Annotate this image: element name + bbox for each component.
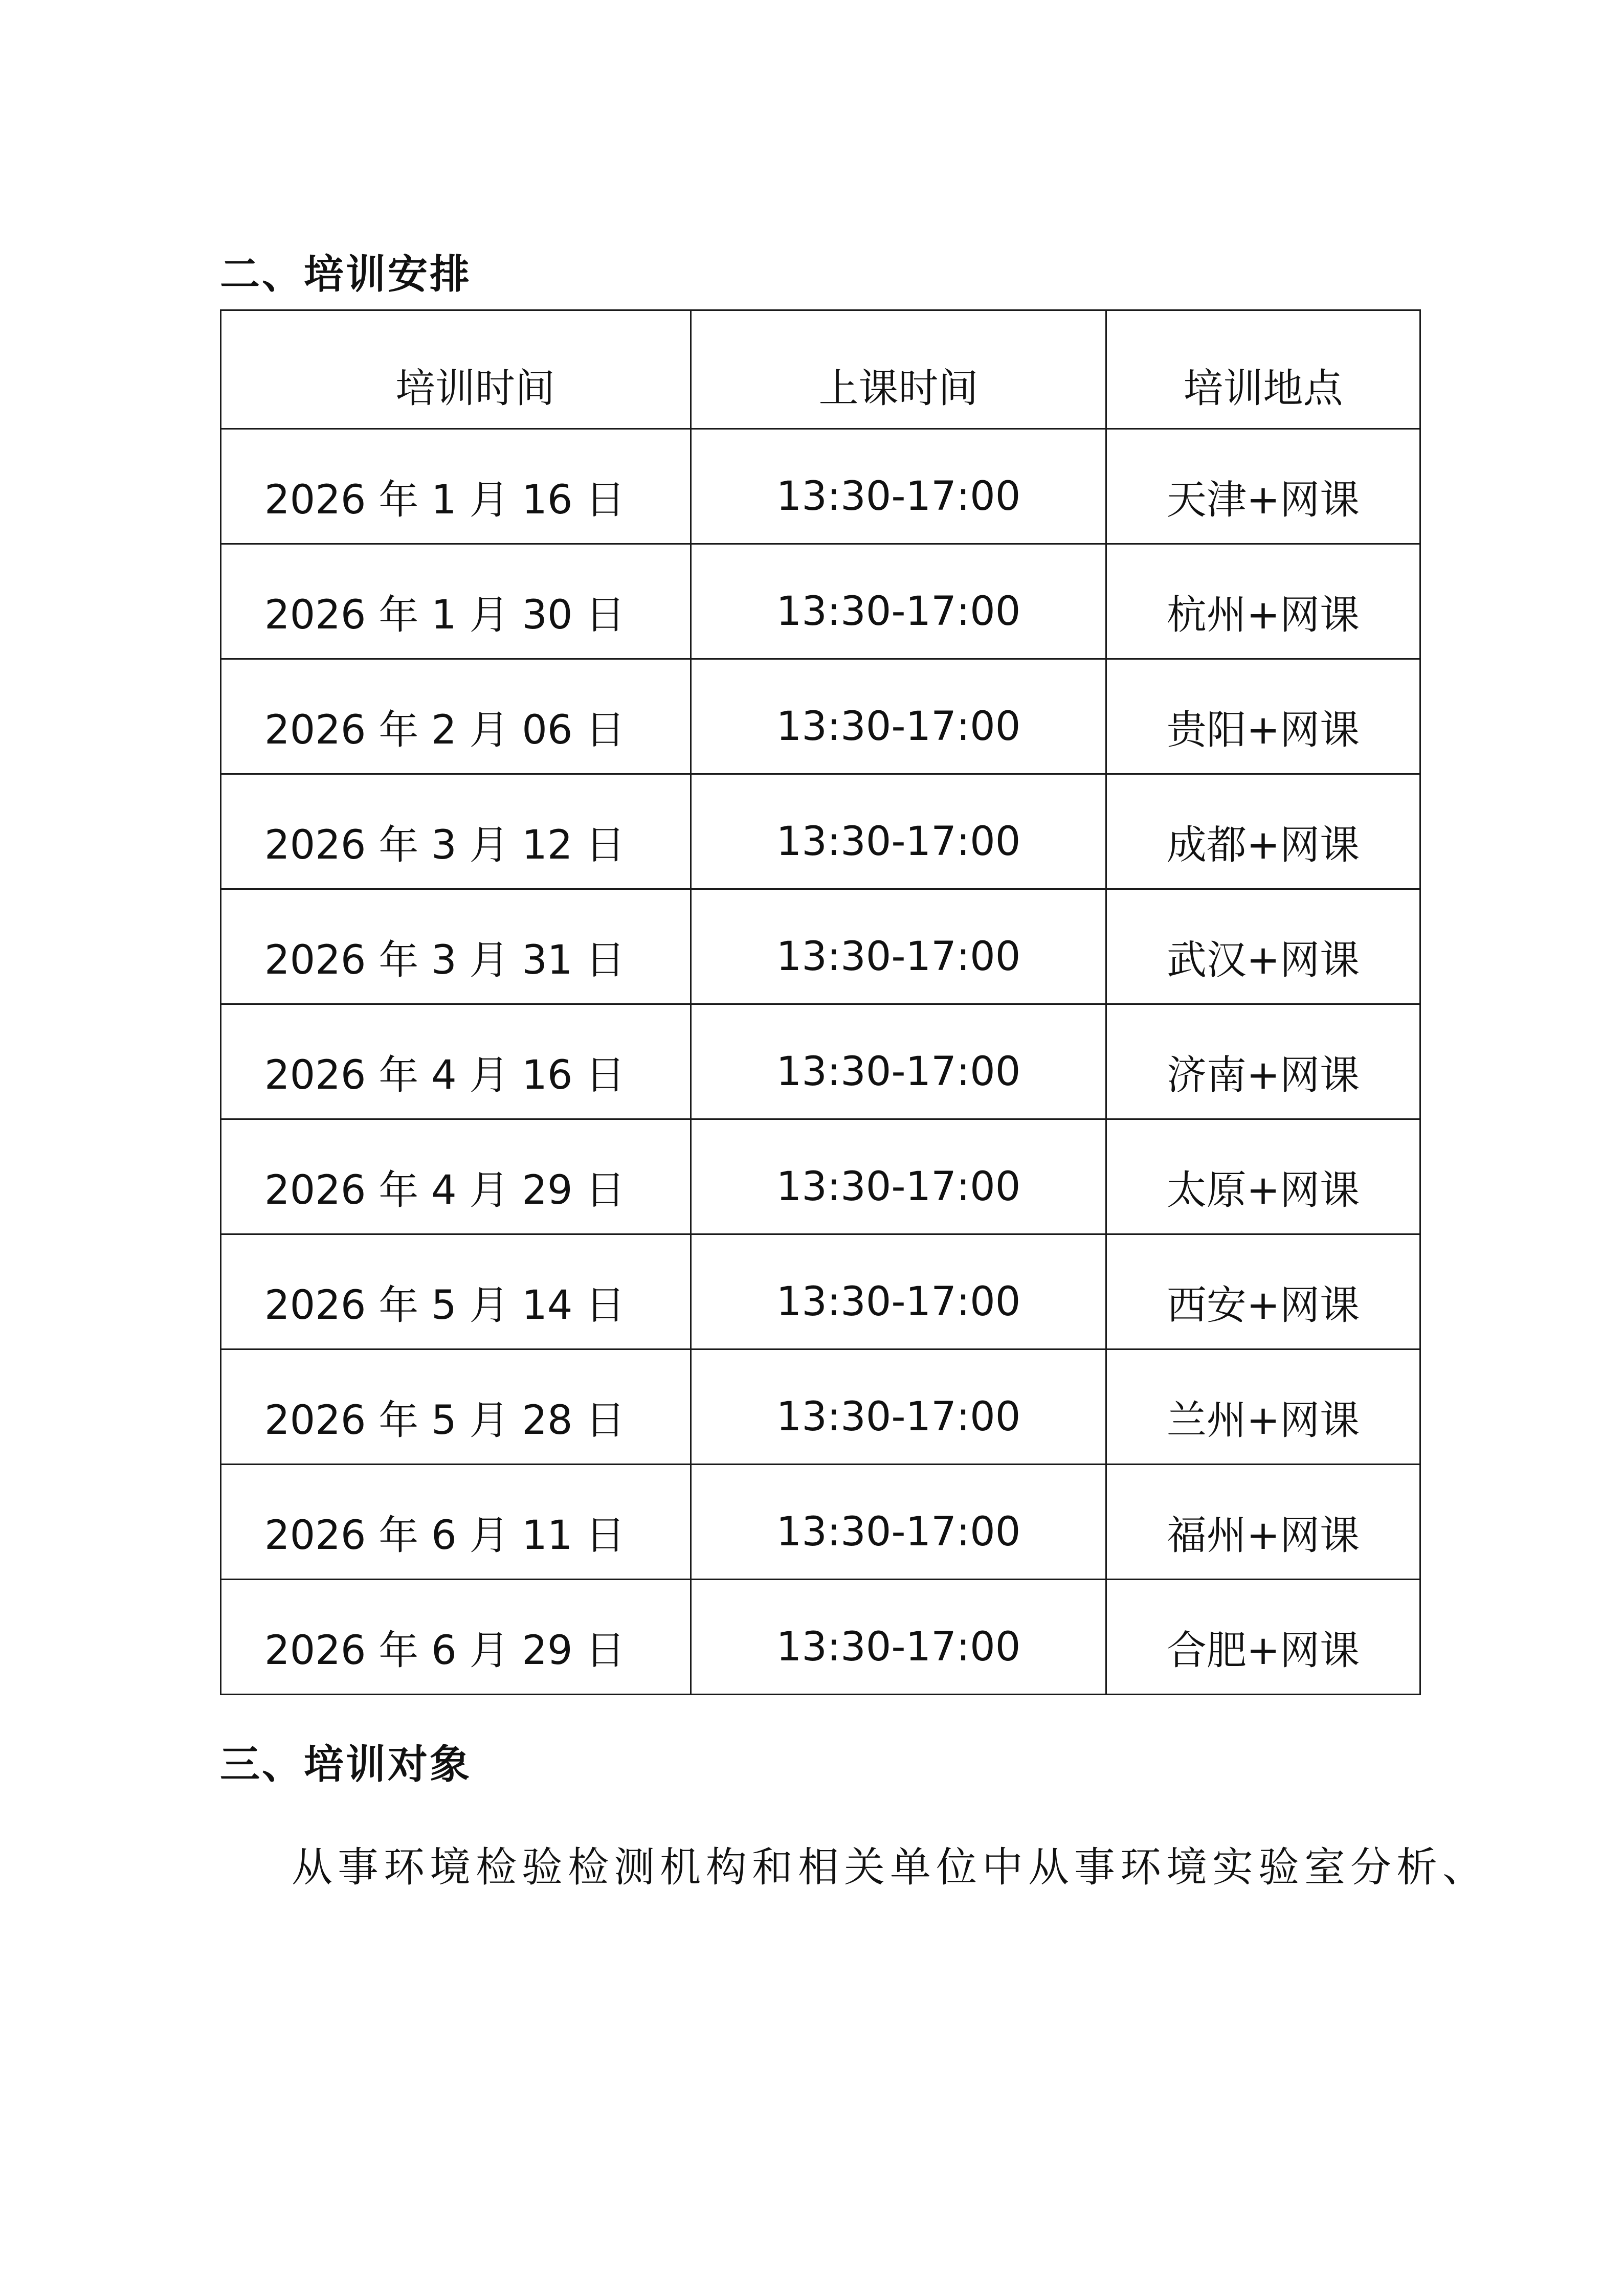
training-schedule-table [220,309,1421,1695]
cell-training-date: 2026 年 4 月 29 日 [221,1119,691,1234]
cell-class-time: 13:30-17:00 [691,1580,1106,1695]
cell-class-time: 13:30-17:00 [691,1465,1106,1580]
cell-training-location: 武汉+网课 [1106,889,1420,1004]
cell-training-location: 太原+网课 [1106,1119,1420,1234]
cell-class-time: 13:30-17:00 [691,544,1106,659]
table-row [221,1234,1420,1349]
audience-paragraph: 从事环境检验检测机构和相关单位中从事环境实验室分析、 [292,1843,1488,1891]
table-row [221,1119,1420,1234]
cell-training-location: 合肥+网课 [1106,1580,1420,1695]
cell-class-time: 13:30-17:00 [691,889,1106,1004]
header-training-date: 培训时间 [221,310,691,429]
table-body [221,429,1420,1695]
table-row [221,1004,1420,1119]
table-row [221,1465,1420,1580]
table-header [221,310,1420,429]
table-row [221,774,1420,889]
cell-training-location: 贵阳+网课 [1106,659,1420,774]
cell-class-time: 13:30-17:00 [691,429,1106,544]
header-training-location: 培训地点 [1106,310,1420,429]
header-row [221,310,1420,429]
cell-training-location: 福州+网课 [1106,1465,1420,1580]
cell-training-date: 2026 年 4 月 16 日 [221,1004,691,1119]
cell-class-time: 13:30-17:00 [691,1234,1106,1349]
header-class-time: 上课时间 [691,310,1106,429]
cell-training-date: 2026 年 2 月 06 日 [221,659,691,774]
cell-training-location: 杭州+网课 [1106,544,1420,659]
section-heading-training-schedule: 二、培训安排 [220,252,472,298]
cell-training-date: 2026 年 3 月 31 日 [221,889,691,1004]
cell-training-location: 济南+网课 [1106,1004,1420,1119]
cell-training-date: 2026 年 1 月 16 日 [221,429,691,544]
table-row [221,1349,1420,1465]
cell-class-time: 13:30-17:00 [691,774,1106,889]
cell-class-time: 13:30-17:00 [691,659,1106,774]
cell-class-time: 13:30-17:00 [691,1349,1106,1465]
table-row [221,659,1420,774]
table-row [221,544,1420,659]
table-row [221,429,1420,544]
cell-training-location: 兰州+网课 [1106,1349,1420,1465]
cell-training-location: 西安+网课 [1106,1234,1420,1349]
cell-class-time: 13:30-17:00 [691,1004,1106,1119]
cell-training-date: 2026 年 5 月 28 日 [221,1349,691,1465]
table-row [221,1580,1420,1695]
cell-training-date: 2026 年 6 月 11 日 [221,1465,691,1580]
cell-training-date: 2026 年 6 月 29 日 [221,1580,691,1695]
section-heading-training-audience: 三、培训对象 [220,1742,472,1788]
cell-training-date: 2026 年 3 月 12 日 [221,774,691,889]
cell-class-time: 13:30-17:00 [691,1119,1106,1234]
table-row [221,889,1420,1004]
cell-training-location: 成都+网课 [1106,774,1420,889]
cell-training-date: 2026 年 5 月 14 日 [221,1234,691,1349]
cell-training-location: 天津+网课 [1106,429,1420,544]
cell-training-date: 2026 年 1 月 30 日 [221,544,691,659]
